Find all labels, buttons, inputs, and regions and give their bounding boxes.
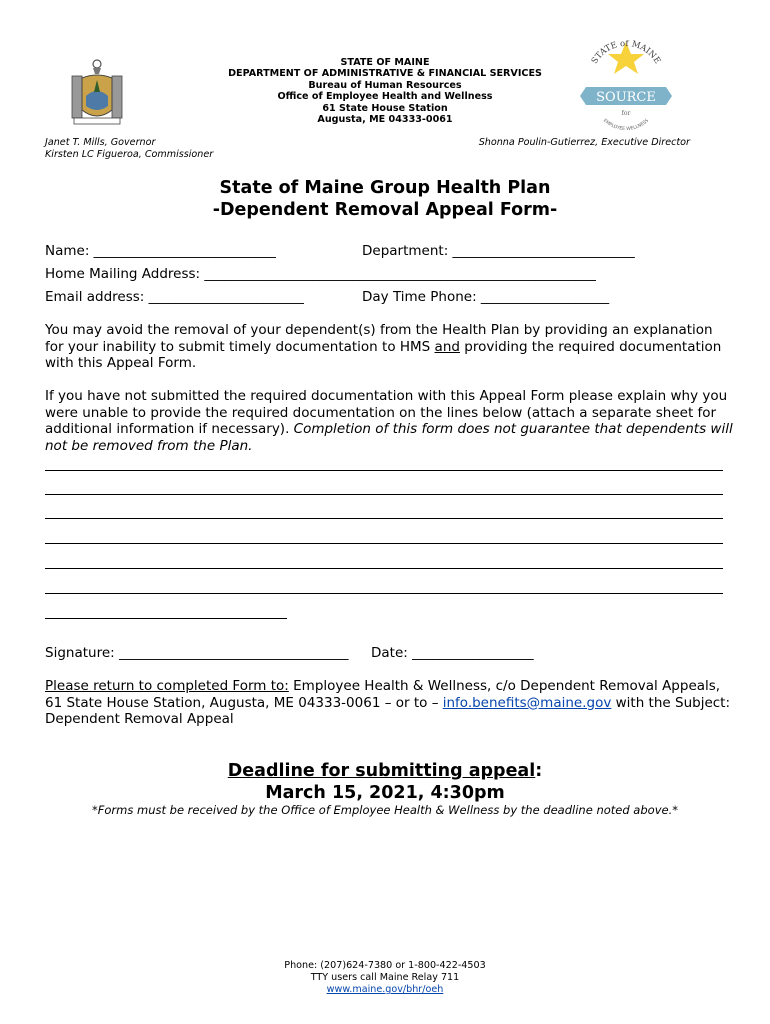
explanation-line-2[interactable]: [45, 494, 723, 495]
letterhead-line-1: STATE OF MAINE: [340, 57, 430, 68]
letterhead-line-2: DEPARTMENT OF ADMINISTRATIVE & FINANCIAL SERVICES: [228, 68, 542, 80]
explanation-disclaimer: Completion of this form does not guarantee that dependents will not be removed from the Plan.: [45, 421, 733, 454]
letterhead-line-6: Augusta, ME 04333-0061: [317, 114, 453, 126]
svg-text:EMPLOYEE WELLNESS: EMPLOYEE WELLNESS: [601, 118, 651, 132]
form-title-line-1: State of Maine Group Health Plan: [219, 178, 551, 198]
date-field[interactable]: Date: __________________: [371, 645, 534, 661]
return-label: Please return to completed Form to:: [45, 678, 289, 694]
state-seal-icon: [64, 56, 130, 128]
return-instructions: [45, 678, 735, 728]
explanation-text: If you have not submitted the required documentation with this Appeal Form please explain why you were unable to provide the required documentation on the lines below (attach a separate sheet for additional information if necessary).: [45, 388, 728, 438]
email-field[interactable]: Email address: _______________________: [45, 289, 304, 305]
letterhead-line-5: 61 State House Station: [322, 102, 448, 114]
deadline-heading: [0, 760, 770, 782]
instructions-text-1: You may avoid the removal of your dependent(s) from the Health Plan by providing an explanation for your inability to submit timely documentation to HMS: [45, 322, 713, 355]
executive-director-name: Shonna Poulin-Gutierrez, Executive Director: [478, 137, 690, 148]
explanation-line-1[interactable]: [45, 470, 723, 471]
footer-tty: TTY users call Maine Relay 711: [310, 972, 460, 983]
phone-field[interactable]: Day Time Phone: ___________________: [362, 289, 610, 305]
deadline-note: *Forms must be received by the Office of Employee Health & Wellness by the deadline noted above.*: [92, 803, 678, 817]
instructions-paragraph: [45, 322, 735, 372]
return-address: Employee Health & Wellness, c/o Dependent Removal Appeals, 61 State House Station, Augusta, ME 04333-0061 – or to –: [45, 678, 721, 711]
explanation-line-7[interactable]: [45, 618, 287, 619]
svg-text:for: for: [621, 110, 631, 117]
letterhead: [200, 57, 570, 125]
svg-text:STATE of MAINE: STATE of MAINE: [589, 40, 663, 66]
department-field[interactable]: Department: ___________________________: [362, 243, 635, 259]
footer: [0, 960, 770, 996]
return-subject: with the Subject: Dependent Removal Appeal: [45, 694, 731, 728]
instructions-text-2: providing the required documentation with this Appeal Form.: [45, 338, 722, 372]
letterhead-line-3: Bureau of Human Resources: [308, 79, 462, 91]
deadline-date: March 15, 2021, 4:30pm: [265, 783, 505, 803]
svg-text:SOURCE: SOURCE: [596, 90, 656, 105]
state-of-maine-source-logo: [580, 40, 672, 132]
home-address-field[interactable]: Home Mailing Address: __________________________________________________________: [45, 266, 596, 282]
explanation-line-6[interactable]: [45, 593, 723, 594]
governor-name: Janet T. Mills, Governor: [45, 137, 156, 148]
officials: [45, 137, 213, 160]
benefits-email-link[interactable]: info.benefits@maine.gov: [442, 694, 612, 711]
signature-field[interactable]: Signature: __________________________________: [45, 645, 349, 661]
footer-website-link[interactable]: www.maine.gov/bhr/oeh: [326, 984, 444, 995]
letterhead-line-4: Office of Employee Health and Wellness: [277, 91, 493, 103]
explanation-line-4[interactable]: [45, 543, 723, 544]
commissioner-name: Kirsten LC Figueroa, Commissioner: [45, 148, 214, 160]
explanation-line-5[interactable]: [45, 568, 723, 569]
deadline-colon: :: [535, 761, 543, 781]
name-field[interactable]: Name: ___________________________: [45, 243, 276, 259]
deadline-label: Deadline for submitting appeal: [227, 761, 536, 781]
footer-phone: Phone: (207)624-7380 or 1-800-422-4503: [284, 960, 486, 971]
form-title-line-2: -Dependent Removal Appeal Form-: [212, 200, 558, 220]
instructions-and: and: [434, 338, 460, 355]
explanation-paragraph: [45, 388, 735, 454]
form-title: [0, 177, 770, 221]
explanation-line-3[interactable]: [45, 518, 723, 519]
